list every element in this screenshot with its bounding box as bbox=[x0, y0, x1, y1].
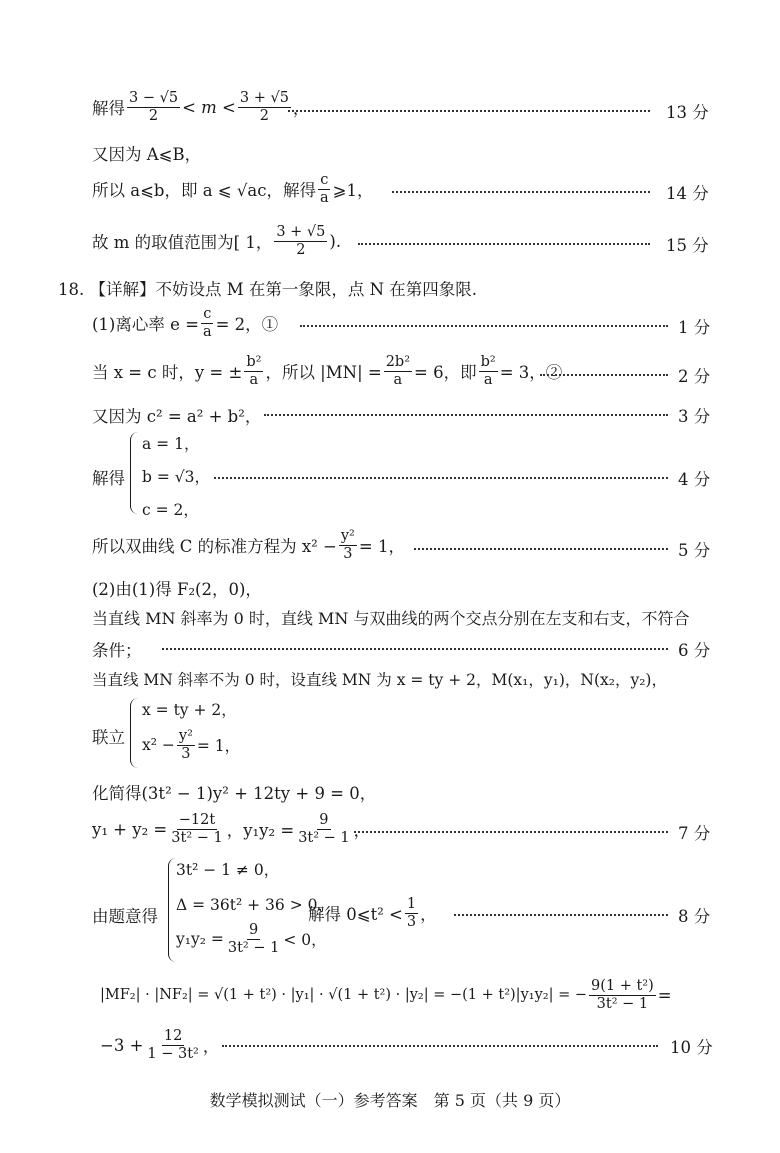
fraction: $\frac{3 + √5}{2}$ bbox=[239, 90, 289, 124]
solution-line-20 bbox=[100, 1028, 219, 1062]
score-label: 4 分 bbox=[678, 470, 711, 489]
dot-leader bbox=[354, 831, 668, 833]
system-line: b = √3， bbox=[142, 468, 211, 486]
text: = 3，② bbox=[499, 363, 563, 383]
text: |MF₂| · |NF₂| = √(1 + t²) · |y₁| · √(1 + t²) · |y₂| = −(1 + t²)|y₁y₂| = − bbox=[100, 987, 587, 1004]
solution-line-18 bbox=[92, 903, 158, 927]
text: ). bbox=[329, 231, 342, 251]
dot-leader bbox=[300, 325, 668, 327]
dot-leader bbox=[414, 548, 668, 550]
solution-line-7 bbox=[92, 354, 562, 388]
system-line bbox=[176, 922, 327, 956]
solution-line-12 bbox=[92, 606, 689, 629]
system-line: Δ = 36t² + 36 > 0， bbox=[176, 896, 333, 914]
dot-leader bbox=[264, 414, 668, 416]
text: ， bbox=[353, 821, 371, 841]
text: 又因为 A⩽B， bbox=[92, 145, 202, 164]
solution-line-1 bbox=[92, 90, 309, 124]
system-line: a = 1， bbox=[142, 435, 200, 453]
text: 联立 bbox=[92, 728, 125, 747]
dot-leader bbox=[540, 374, 668, 376]
text: 由题意得 bbox=[92, 907, 158, 926]
solution-line-2 bbox=[92, 141, 201, 165]
page-footer: 数学模拟测试（一）参考答案 第 5 页（共 9 页） bbox=[209, 1091, 571, 1110]
solution-line-14 bbox=[92, 668, 667, 690]
text: 解得 bbox=[92, 99, 125, 119]
solution-line-13 bbox=[92, 637, 142, 661]
solution-line-6 bbox=[92, 306, 278, 340]
score-label: 7 分 bbox=[678, 824, 711, 843]
fraction: $\frac{c}{a}$ bbox=[202, 306, 212, 340]
dot-leader bbox=[454, 914, 668, 916]
system-line: c = 2， bbox=[142, 501, 199, 519]
text: 故 m 的取值范围为[ 1， bbox=[92, 233, 273, 253]
text: ， bbox=[202, 1037, 220, 1057]
text: 所以双曲线 C 的标准方程为 x² − bbox=[92, 537, 337, 557]
solution-line-9 bbox=[92, 465, 125, 489]
text: (2)由(1)得 F₂(2，0)， bbox=[92, 580, 262, 599]
text: = 1， bbox=[196, 737, 241, 756]
dot-leader bbox=[288, 110, 650, 112]
text: y₁y₂ = bbox=[176, 930, 224, 949]
text: = bbox=[657, 985, 672, 1005]
score-label: 13 分 bbox=[666, 103, 709, 122]
dot-leader bbox=[222, 1045, 658, 1047]
text: 又因为 c² = a² + b²， bbox=[92, 407, 262, 426]
score-label: 10 分 bbox=[670, 1038, 713, 1057]
solution-line-18-result bbox=[308, 896, 437, 930]
text: y₁ + y₂ = bbox=[92, 819, 168, 839]
brace-symbol bbox=[130, 432, 141, 514]
fraction: $\frac{3 + √5}{2}$ bbox=[276, 224, 326, 258]
solution-line-19 bbox=[100, 978, 672, 1012]
system-line: 3t² − 1 ≠ 0， bbox=[176, 861, 280, 879]
dot-leader bbox=[358, 243, 650, 245]
score-label: 2 分 bbox=[678, 367, 711, 386]
text: x² − bbox=[142, 736, 175, 755]
solution-line-10 bbox=[92, 528, 405, 562]
fraction: $\frac{\text{9(1 + t²)}}{\text{3t² − 1}}$ bbox=[590, 978, 654, 1012]
problem-heading bbox=[58, 276, 477, 300]
text: ， bbox=[292, 99, 310, 119]
fraction: $\frac{9}{\text{3t² − 1}}$ bbox=[298, 812, 350, 846]
fraction: $\frac{1}{3}$ bbox=[406, 896, 417, 930]
text: = 6，即 bbox=[414, 363, 477, 383]
system-line bbox=[142, 728, 240, 762]
text: = 2，① bbox=[215, 315, 279, 335]
fraction: $\frac{\text{y²}}{3}$ bbox=[340, 528, 355, 562]
text: 解得 bbox=[92, 469, 125, 488]
score-label: 6 分 bbox=[678, 641, 711, 660]
text: 化简得(3t² − 1)y² + 12ty + 9 = 0， bbox=[92, 784, 377, 803]
fraction: $\frac{\text{y²}}{3}$ bbox=[178, 728, 193, 762]
fraction: $\frac{\text{2b²}}{a}$ bbox=[385, 354, 411, 388]
fraction: $\frac{9}{\text{3t² − 1}}$ bbox=[227, 922, 280, 956]
text: ， bbox=[420, 905, 437, 925]
text: 18. 【详解】不妨设点 M 在第一象限，点 N 在第四象限. bbox=[58, 280, 478, 299]
brace-symbol bbox=[130, 698, 141, 768]
text: ，所以 |MN| = bbox=[265, 363, 382, 383]
solution-line-15 bbox=[92, 724, 125, 748]
score-label: 15 分 bbox=[666, 236, 709, 255]
solution-line-16 bbox=[92, 780, 376, 804]
text: < m < bbox=[182, 97, 236, 117]
text: ，y₁y₂ = bbox=[226, 821, 295, 841]
system-line: x = ty + 2， bbox=[142, 701, 237, 719]
fraction: $\frac{3 - √5}{2}$ bbox=[129, 90, 179, 124]
text: (1)离心率 e = bbox=[92, 315, 199, 335]
text: 当 x = c 时，y = ± bbox=[92, 363, 243, 383]
solution-line-4 bbox=[92, 224, 341, 258]
text: 所以 a⩽b，即 a ⩽ √ac，解得 bbox=[92, 181, 316, 201]
score-label: 5 分 bbox=[678, 541, 711, 560]
text: = 1， bbox=[358, 537, 405, 557]
text: < 0， bbox=[283, 931, 327, 950]
text: 条件； bbox=[92, 641, 142, 660]
score-label: 1 分 bbox=[678, 318, 711, 337]
solution-line-3 bbox=[92, 172, 373, 206]
dot-leader bbox=[214, 477, 668, 479]
fraction: $\frac{\text{b²}}{a}$ bbox=[246, 354, 262, 388]
score-label: 3 分 bbox=[678, 407, 711, 426]
fraction: $\frac{12}{\text{1 − 3t²}}$ bbox=[147, 1028, 199, 1062]
text: 解得 0⩽t² < bbox=[308, 905, 403, 925]
dot-leader bbox=[162, 648, 668, 650]
text: ⩾1， bbox=[332, 181, 374, 201]
solution-line-8 bbox=[92, 403, 261, 427]
text: 当直线 MN 斜率不为 0 时，设直线 MN 为 x = ty + 2，M(x₁，y₁)，N(x₂，y₂)， bbox=[92, 671, 667, 689]
fraction: $\frac{c}{a}$ bbox=[319, 172, 329, 206]
fraction: $\frac{-12t}{\text{3t² − 1}}$ bbox=[171, 812, 223, 846]
text: 当直线 MN 斜率为 0 时，直线 MN 与双曲线的两个交点分别在左支和右支，不符合 bbox=[92, 609, 690, 628]
solution-line-11 bbox=[92, 576, 262, 600]
text: −3 + bbox=[100, 1035, 144, 1055]
score-label: 8 分 bbox=[678, 907, 711, 926]
fraction: $\frac{\text{b²}}{a}$ bbox=[480, 354, 496, 388]
solution-line-17 bbox=[92, 812, 370, 846]
dot-leader bbox=[392, 191, 650, 193]
score-label: 14 分 bbox=[666, 184, 709, 203]
